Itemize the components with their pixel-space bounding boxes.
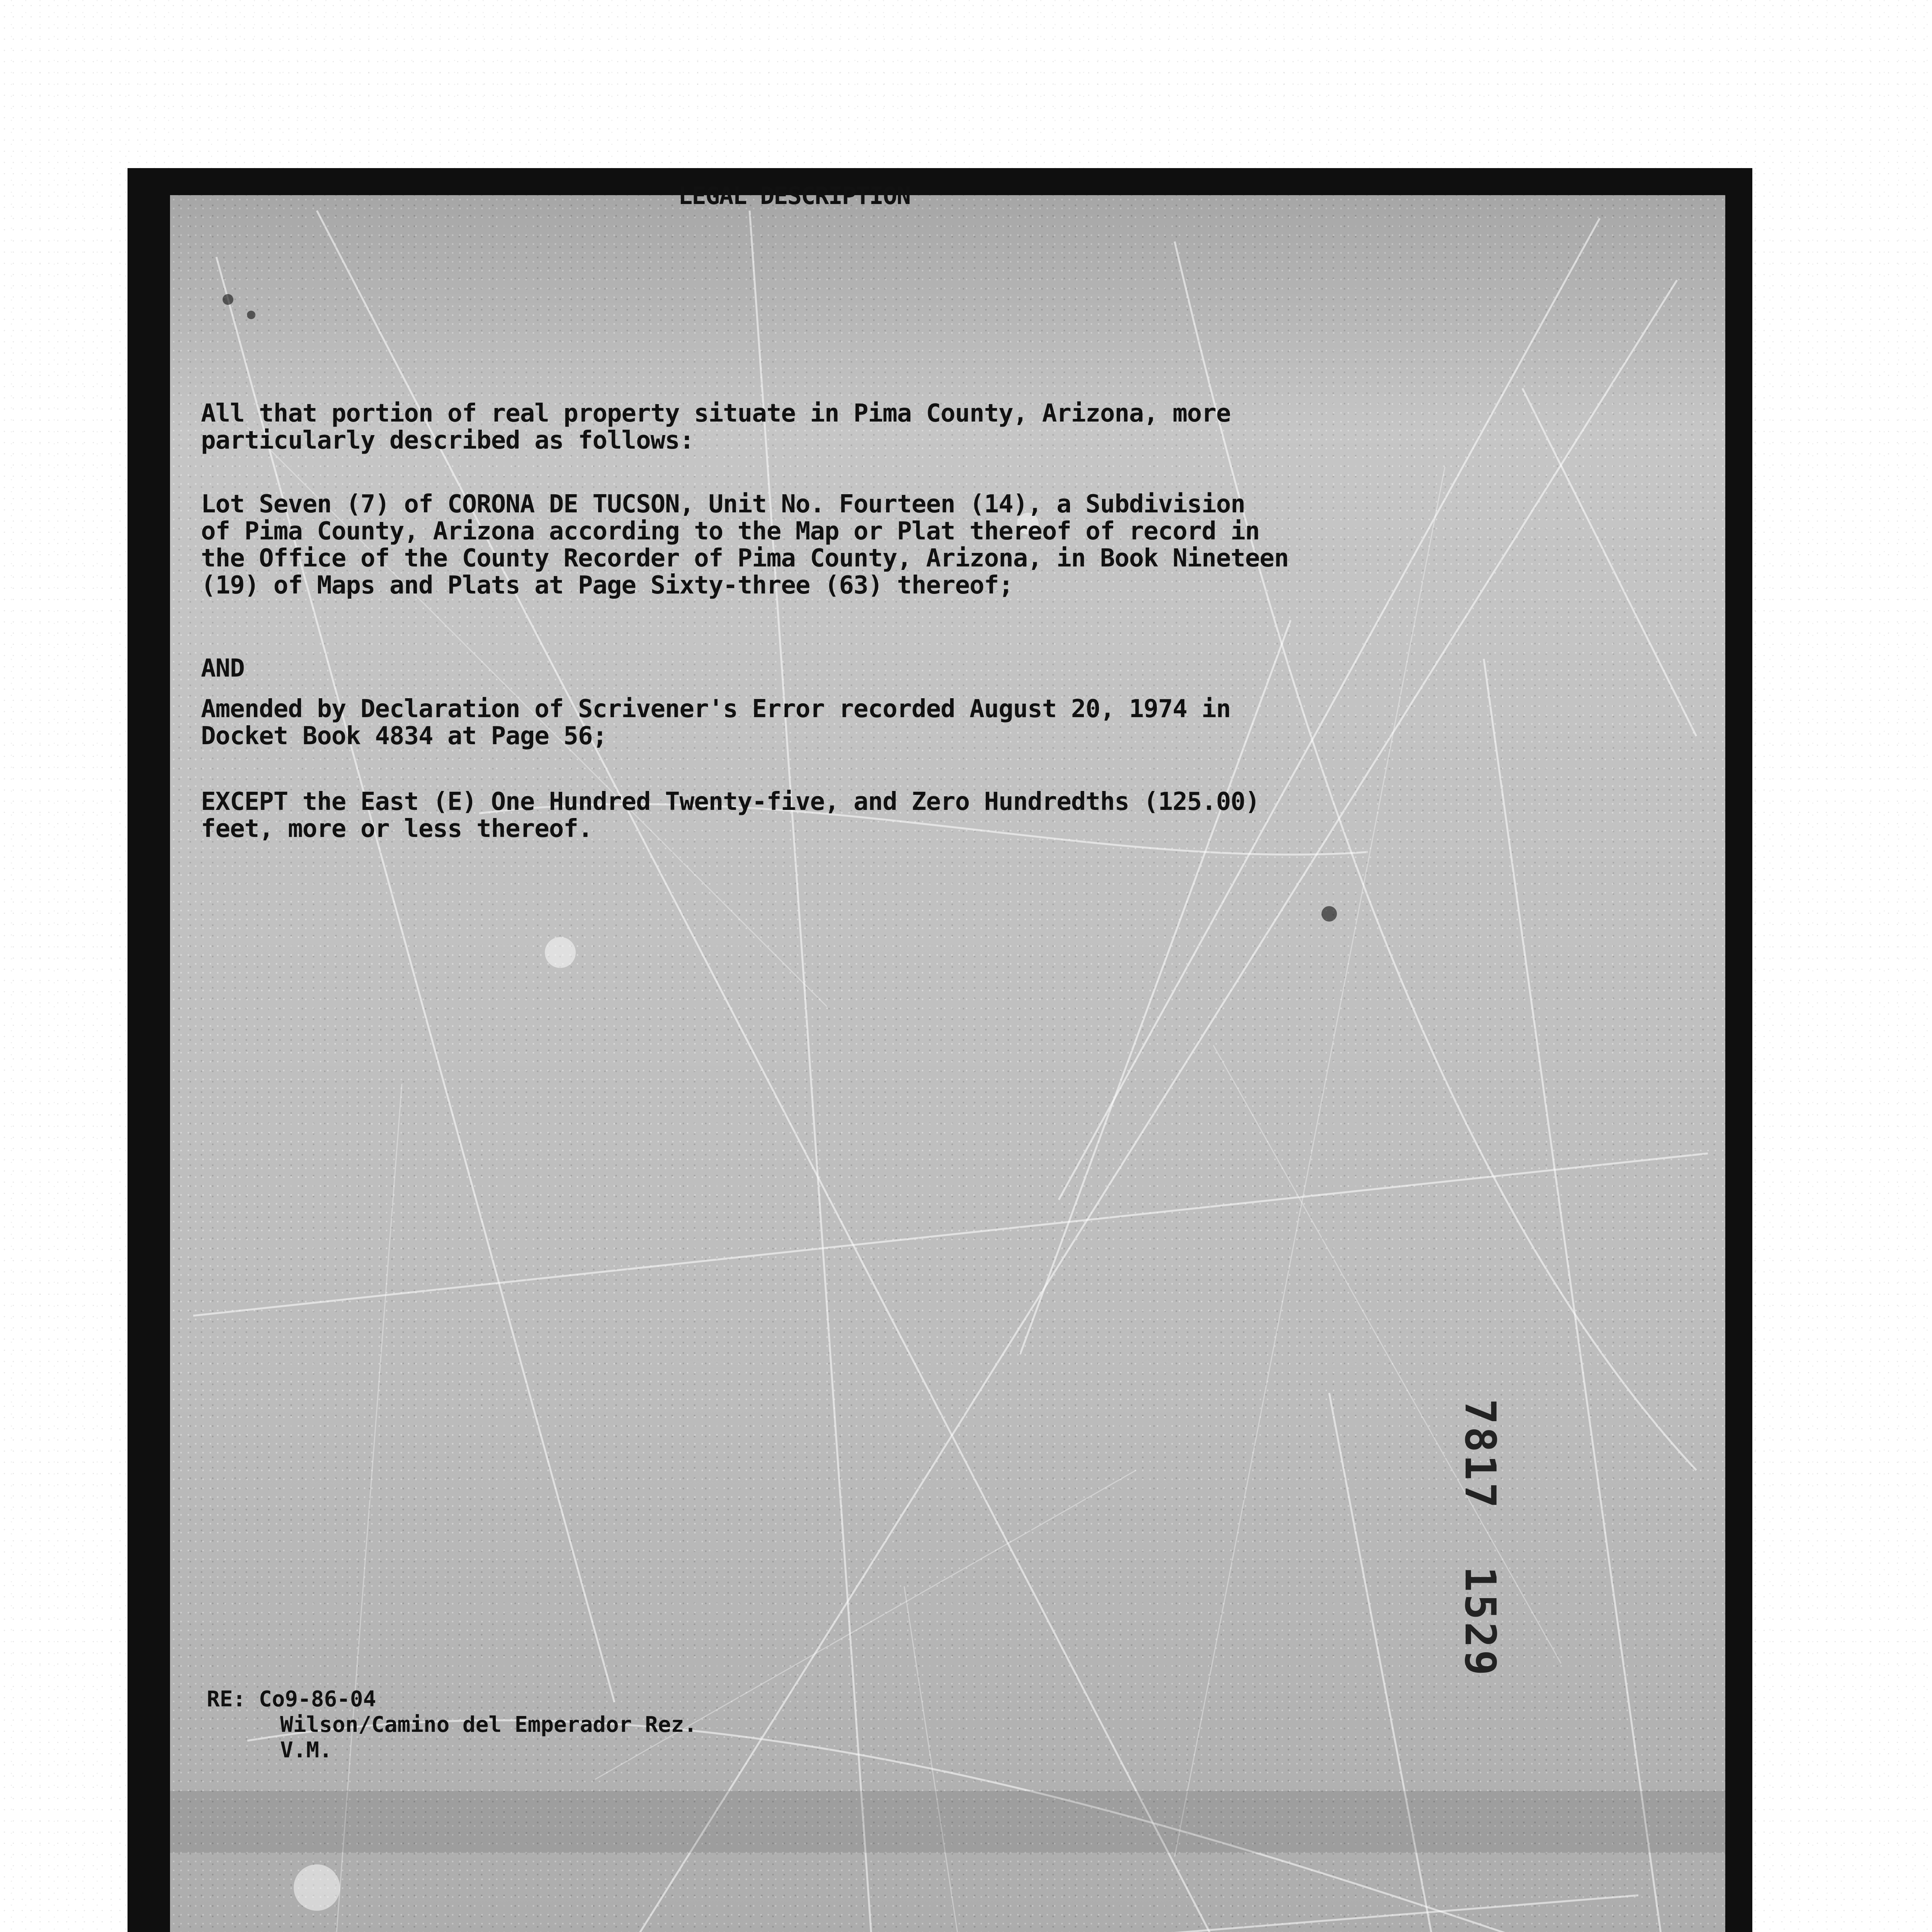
reference-case-name: Wilson/Camino del Emperador Rez.: [280, 1712, 697, 1737]
lot-description-paragraph: Lot Seven (7) of CORONA DE TUCSON, Unit No. Fourteen (14), a Subdivision of Pima County, Arizona according to the Map or Plat thereof of record in the Office of the County Recorder of Pima County, Arizona, in Book Nineteen (19) of Maps and Plats at Page Sixty-three (63) thereof;: [201, 490, 1289, 600]
and-conjunction: AND: [201, 654, 245, 683]
reference-case-line: [207, 1687, 697, 1712]
reference-label: RE:: [207, 1687, 246, 1712]
reference-block: [207, 1687, 697, 1763]
docket-stamp: [1456, 1399, 1505, 1678]
scrivener-error-paragraph: Amended by Declaration of Scrivener's Error recorded August 20, 1974 in Docket Book 4834 at Page 56;: [201, 695, 1231, 750]
document-title: LEGAL DESCRIPTION: [678, 182, 910, 210]
exception-paragraph: EXCEPT the East (E) One Hundred Twenty-five, and Zero Hundredths (125.00) feet, more or less thereof.: [201, 787, 1260, 843]
docket-page-number: 1529: [1456, 1566, 1505, 1678]
property-situs-paragraph: All that portion of real property situate in Pima County, Arizona, more particularly described as follows:: [201, 399, 1231, 455]
reference-initials: V.M.: [280, 1738, 332, 1763]
docket-book-number: 7817: [1456, 1399, 1505, 1510]
reference-case-number: Co9-86-04: [259, 1687, 376, 1712]
